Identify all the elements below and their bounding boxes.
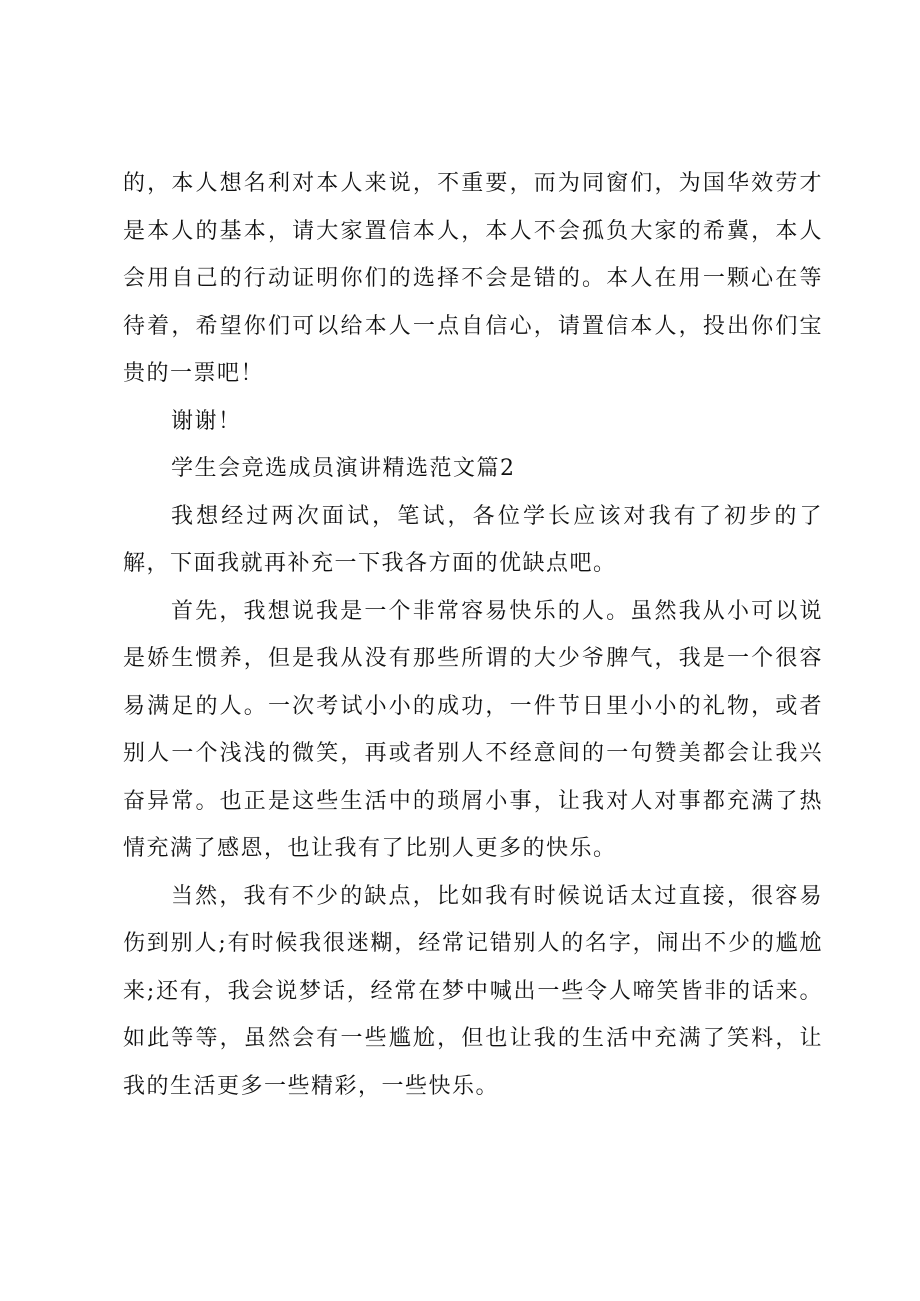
paragraph-intro: 我想经过两次面试，笔试，各位学长应该对我有了初步的了解，下面我就再补充一下我各方面的优缺点吧。 [123,503,823,576]
paragraph-weaknesses: 当然，我有不少的缺点，比如我有时候说话太过直接，很容易伤到别人;有时候我很迷糊，经常记错别人的名字，闹出不少的尴尬来;还有，我会说梦话，经常在梦中喊出一些令人啼笑皆非的话来。如此等等，虽然会有一些尴尬，但也让我的生活中充满了笑料，让我的生活更多一些精彩，一些快乐。 [123,883,823,1099]
paragraph-continuation: 的，本人想名利对本人来说，不重要，而为同窗们，为国华效劳才是本人的基本，请大家置信本人，本人不会孤负大家的希冀，本人会用自己的行动证明你们的选择不会是错的。本人在用一颗心在等待着，希望你们可以给本人一点自信心，请置信本人，投出你们宝贵的一票吧！ [123,171,823,386]
section-heading: 学生会竞选成员演讲精选范文篇2 [171,456,516,481]
document-body [123,160,823,1110]
paragraph-strengths: 首先，我想说我是一个非常容易快乐的人。虽然我从小可以说是娇生惯养，但是我从没有那些所谓的大少爷脾气，我是一个很容易满足的人。一次考试小小的成功，一件节日里小小的礼物，或者别人一个浅浅的微笑，再或者别人不经意间的一句赞美都会让我兴奋异常。也正是这些生活中的琐屑小事，让我对人对事都充满了热情充满了感恩，也让我有了比别人更多的快乐。 [123,598,823,861]
paragraph-thanks: 谢谢！ [171,408,242,434]
